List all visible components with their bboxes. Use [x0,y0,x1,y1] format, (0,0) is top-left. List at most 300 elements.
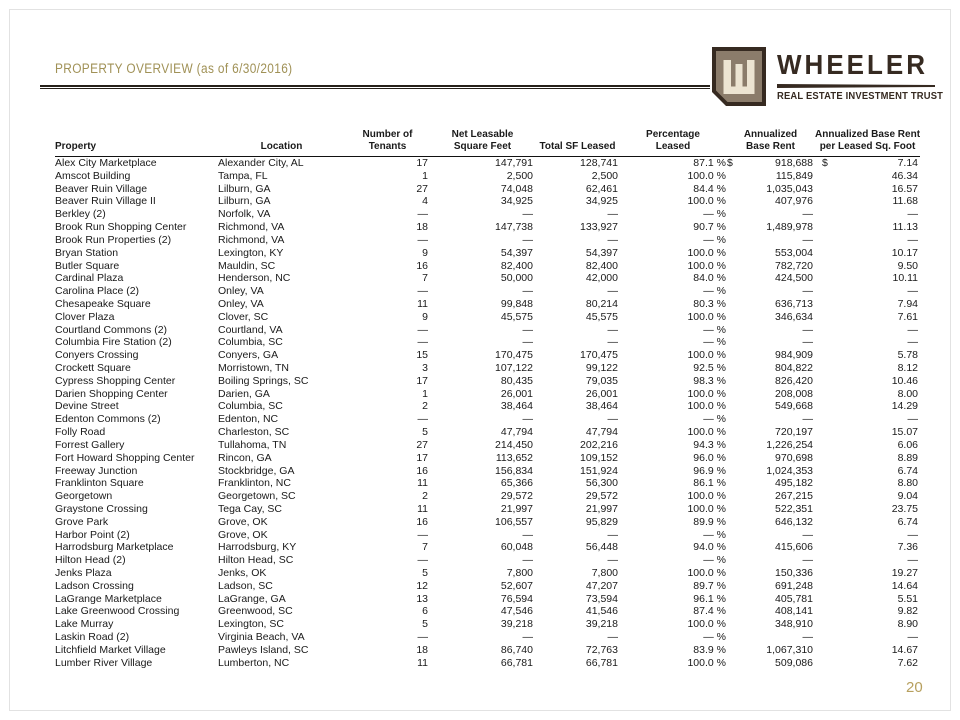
cell-percentage: — % [703,323,726,336]
cell-rent-per-sf [815,644,920,657]
cell-property: Georgetown [55,490,113,503]
cell-net-leasable: 80,435 [500,374,533,387]
cell-location: Conyers, GA [218,349,279,362]
cell-value: 8.90 [897,618,918,631]
cell-tenants: 2 [422,400,428,413]
cell-net-leasable: — [522,233,533,246]
cell-location: Morristown, TN [218,362,289,374]
cell-value: 267,215 [775,490,813,503]
cell-value: — [907,413,918,426]
cell-total-sf: — [607,285,618,298]
cell-value: 9.82 [897,605,918,618]
cell-location: Hilton Head, SC [218,554,294,567]
table-row [55,170,920,183]
cell-value: — [802,323,813,336]
cell-total-sf: 72,763 [585,643,618,656]
cell-rent-per-sf [815,618,920,631]
cell-location: Mauldin, SC [218,259,276,272]
cell-value: 7.94 [897,297,918,310]
cell-rent-per-sf [815,657,920,670]
cell-base-rent [726,657,815,670]
cell-property: Conyers Crossing [55,349,139,362]
cell-property: Columbia Fire Station (2) [55,336,172,349]
cell-net-leasable: — [522,413,533,426]
cell-percentage: 100.0 % [687,426,726,439]
cell-rent-per-sf [815,375,920,388]
cell-total-sf: 128,741 [580,157,618,169]
cell-tenants: 27 [416,182,428,195]
col-header-percentage: Percentage Leased [620,129,726,157]
cell-percentage: 89.7 % [693,579,726,592]
cell-location: Columbia, SC [218,336,283,349]
cell-rent-per-sf [815,234,920,247]
cell-net-leasable: 170,475 [495,349,533,362]
cell-total-sf: 56,300 [585,477,618,490]
cell-property: Lake Greenwood Crossing [55,605,180,618]
cell-property: Franklinton Square [55,477,144,490]
cell-percentage: 100.0 % [687,259,726,272]
cell-total-sf: — [607,336,618,349]
cell-tenants: 13 [416,592,428,605]
cell-value: 5.51 [897,592,918,605]
cell-base-rent [726,413,815,426]
cell-value: 918,688 [775,157,813,169]
table-row [55,503,920,516]
cell-net-leasable: 52,607 [500,579,533,592]
cell-tenants: 15 [416,349,428,362]
cell-value: 407,976 [775,195,813,208]
cell-location: Jenks, OK [218,567,267,579]
cell-property: Hilton Head (2) [55,554,126,567]
cell-base-rent [726,452,815,465]
cell-total-sf: 79,035 [585,374,618,387]
cell-base-rent [726,260,815,273]
cell-percentage: 87.4 % [693,605,726,618]
cell-rent-per-sf [815,400,920,413]
cell-property: Cardinal Plaza [55,272,124,285]
cell-rent-per-sf [815,516,920,529]
cell-rent-per-sf [815,298,920,311]
cell-value: 19.27 [891,567,918,579]
cell-tenants: — [417,554,428,567]
cell-net-leasable: 7,800 [506,567,533,579]
cell-total-sf: 29,572 [585,490,618,503]
cell-base-rent [726,400,815,413]
table-row [55,349,920,362]
cell-total-sf: 38,464 [585,400,618,413]
cell-total-sf: 99,122 [585,362,618,374]
cell-base-rent [726,234,815,247]
cell-percentage: 100.0 % [687,310,726,323]
cell-value: 1,226,254 [766,438,813,451]
cell-percentage: 94.3 % [693,438,726,451]
cell-property: Cypress Shopping Center [55,374,176,387]
cell-base-rent [726,272,815,285]
cell-location: Greenwood, SC [218,605,293,618]
cell-total-sf: — [607,528,618,541]
cell-total-sf: 7,800 [591,567,618,579]
cell-property: Graystone Crossing [55,502,148,515]
cell-net-leasable: — [522,554,533,567]
currency-symbol: $ [727,157,733,169]
cell-rent-per-sf [815,311,920,324]
cell-rent-per-sf [815,426,920,439]
cell-percentage: 83.9 % [693,643,726,656]
cell-rent-per-sf [815,388,920,401]
cell-property: Amscot Building [55,169,131,182]
wheeler-logo [710,44,944,106]
cell-percentage: 89.9 % [693,515,726,528]
cell-rent-per-sf [815,465,920,478]
cell-property: Crockett Square [55,362,131,374]
cell-base-rent [726,324,815,337]
cell-tenants: — [417,631,428,644]
cell-rent-per-sf [815,170,920,183]
cell-value: 150,336 [775,567,813,579]
cell-property: Brook Run Shopping Center [55,221,187,234]
cell-net-leasable: 99,848 [500,297,533,310]
cell-net-leasable: 29,572 [500,490,533,503]
cell-net-leasable: 39,218 [500,618,533,631]
cell-base-rent [726,593,815,606]
table-row [55,400,920,413]
cell-base-rent [726,541,815,554]
table-row [55,362,920,375]
cell-percentage: — % [703,336,726,349]
cell-value: 346,634 [775,310,813,323]
cell-value: — [907,208,918,221]
cell-percentage: 80.3 % [693,297,726,310]
cell-base-rent [726,349,815,362]
cell-net-leasable: 34,925 [500,195,533,208]
cell-percentage: 92.5 % [693,362,726,374]
cell-location: Virginia Beach, VA [218,631,305,644]
page-number: 20 [906,679,923,696]
cell-percentage: 90.7 % [693,221,726,234]
cell-value: 826,420 [775,374,813,387]
cell-rent-per-sf [815,452,920,465]
cell-rent-per-sf [815,439,920,452]
col-header-base-rent: Annualized Base Rent [726,129,815,157]
cell-location: Norfolk, VA [218,208,271,221]
cell-rent-per-sf [815,529,920,542]
cell-value: 405,781 [775,592,813,605]
table-row [55,529,920,542]
cell-tenants: 4 [422,195,428,208]
cell-tenants: 11 [417,502,428,515]
cell-total-sf: — [607,631,618,644]
cell-net-leasable: 2,500 [506,169,533,182]
cell-value: — [907,233,918,246]
cell-net-leasable: — [522,336,533,349]
cell-tenants: 5 [422,618,428,631]
cell-total-sf: 73,594 [585,592,618,605]
cell-property: Folly Road [55,426,106,439]
cell-base-rent [726,221,815,234]
cell-value: 6.74 [897,515,918,528]
cell-total-sf: 34,925 [585,195,618,208]
cell-location: Charleston, SC [218,426,290,439]
cell-total-sf: 39,218 [585,618,618,631]
cell-value: 549,668 [775,400,813,413]
cell-tenants: 17 [416,374,428,387]
cell-location: Boiling Springs, SC [218,374,309,387]
table-row [55,580,920,593]
cell-rent-per-sf [815,490,920,503]
cell-net-leasable: 66,781 [500,656,533,669]
cell-percentage: — % [703,208,726,221]
cell-net-leasable: 60,048 [500,541,533,554]
cell-location: Grove, OK [218,528,268,541]
cell-property: Bryan Station [55,246,119,259]
cell-percentage: — % [703,528,726,541]
cell-value: 691,248 [775,579,813,592]
table-row [55,195,920,208]
cell-value: 15.07 [891,426,918,439]
col-header-location: Location [218,129,345,157]
cell-total-sf: 133,927 [580,221,618,234]
cell-base-rent [726,298,815,311]
cell-total-sf: 109,152 [580,451,618,464]
cell-value: 14.64 [891,579,918,592]
cell-value: 8.12 [897,362,918,374]
cell-value: 1,024,353 [766,464,813,477]
cell-percentage: — % [703,233,726,246]
cell-property: Carolina Place (2) [55,285,140,298]
cell-tenants: 2 [422,490,428,503]
cell-total-sf: 45,575 [585,310,618,323]
cell-value: 424,500 [775,272,813,285]
logo-wordmark: WHEELER [777,48,928,81]
cell-total-sf: — [607,554,618,567]
cell-tenants: 18 [416,643,428,656]
cell-rent-per-sf [815,349,920,362]
cell-property: Litchfield Market Village [55,643,166,656]
cell-rent-per-sf [815,541,920,554]
cell-value: — [907,285,918,298]
cell-value: 553,004 [775,246,813,259]
cell-value: 8.89 [897,451,918,464]
cell-percentage: 100.0 % [687,400,726,413]
cell-base-rent [726,439,815,452]
cell-net-leasable: 106,557 [495,515,533,528]
cell-value: 9.04 [897,490,918,503]
cell-tenants: — [417,336,428,349]
cell-value: 10.11 [892,272,918,285]
cell-total-sf: 54,397 [585,246,618,259]
cell-location: Courtland, VA [218,323,283,336]
title-rule [40,85,710,89]
cell-percentage: — % [703,285,726,298]
table-row [55,413,920,426]
cell-property: Ladson Crossing [55,579,134,592]
cell-total-sf: 202,216 [580,438,618,451]
cell-rent-per-sf [815,183,920,196]
cell-location: Richmond, VA [218,221,285,234]
cell-rent-per-sf [815,272,920,285]
cell-percentage: 100.0 % [687,195,726,208]
cell-tenants: 11 [417,297,428,310]
cell-tenants: 5 [422,426,428,439]
cell-total-sf: 80,214 [585,297,618,310]
cell-value: 782,720 [775,259,813,272]
cell-base-rent [726,580,815,593]
cell-property: Lake Murray [55,618,114,631]
cell-property: Harrodsburg Marketplace [55,541,174,554]
cell-value: 11.13 [892,221,918,234]
cell-tenants: 9 [422,310,428,323]
cell-value: 7.14 [897,157,918,169]
col-header-tenants: Number of Tenants [345,129,430,157]
table-row [55,324,920,337]
cell-rent-per-sf [815,413,920,426]
property-table [55,129,920,670]
cell-location: Onley, VA [218,297,264,310]
cell-value: 970,698 [775,451,813,464]
cell-net-leasable: 47,546 [500,605,533,618]
table-row [55,336,920,349]
table-row [55,605,920,618]
cell-tenants: 7 [422,541,428,554]
cell-tenants: — [417,208,428,221]
table-row [55,234,920,247]
cell-rent-per-sf [815,477,920,490]
cell-net-leasable: 147,791 [495,157,533,169]
cell-total-sf: — [607,208,618,221]
cell-base-rent [726,465,815,478]
cell-value: 636,713 [775,297,813,310]
cell-percentage: 96.0 % [693,451,726,464]
cell-base-rent [726,529,815,542]
cell-rent-per-sf [815,503,920,516]
table-row [55,157,920,170]
cell-tenants: — [417,413,428,426]
cell-net-leasable: 86,740 [500,643,533,656]
cell-percentage: 94.0 % [693,541,726,554]
cell-rent-per-sf [815,285,920,298]
cell-net-leasable: 54,397 [500,246,533,259]
cell-percentage: — % [703,413,726,426]
cell-rent-per-sf [815,208,920,221]
cell-value: — [802,631,813,644]
cell-total-sf: 170,475 [580,349,618,362]
cell-percentage: 100.0 % [687,387,726,400]
cell-property: Edenton Commons (2) [55,413,161,426]
cell-value: — [907,528,918,541]
cell-rent-per-sf [815,580,920,593]
cell-rent-per-sf [815,554,920,567]
cell-value: 1,489,978 [766,221,813,234]
col-header-property: Property [55,129,218,157]
cell-tenants: 12 [416,579,428,592]
cell-base-rent [726,644,815,657]
cell-location: Lexington, SC [218,618,284,631]
cell-value: — [907,554,918,567]
cell-property: Harbor Point (2) [55,528,130,541]
cell-value: 495,182 [775,477,813,490]
table-row [55,567,920,580]
cell-percentage: 100.0 % [687,349,726,362]
cell-location: Lexington, KY [218,246,284,259]
table-row [55,593,920,606]
cell-rent-per-sf [815,631,920,644]
cell-value: 1,035,043 [766,182,813,195]
cell-tenants: 5 [422,567,428,579]
cell-property: Freeway Junction [55,464,138,477]
cell-base-rent [726,362,815,375]
cell-value: — [907,323,918,336]
cell-value: 10.46 [891,374,918,387]
cell-base-rent [726,285,815,298]
cell-location: Ladson, SC [218,579,273,592]
table-row [55,644,920,657]
cell-percentage: 98.3 % [693,374,726,387]
cell-value: 408,141 [775,605,813,618]
cell-tenants: 9 [422,246,428,259]
cell-value: 14.67 [891,643,918,656]
cell-property: Grove Park [55,515,109,528]
cell-base-rent [726,311,815,324]
cell-rent-per-sf [815,260,920,273]
cell-base-rent [726,170,815,183]
cell-tenants: — [417,285,428,298]
cell-value: 46.34 [891,169,918,182]
cell-percentage: — % [703,554,726,567]
col-header-total-sf: Total SF Leased [535,129,620,157]
cell-property: Beaver Ruin Village II [55,195,156,208]
cell-location: Alexander City, AL [218,157,304,169]
cell-total-sf: — [607,233,618,246]
cell-tenants: 27 [416,438,428,451]
cell-net-leasable: — [522,323,533,336]
cell-net-leasable: 45,575 [500,310,533,323]
cell-rent-per-sf [815,157,920,170]
w-monogram-icon [712,47,766,106]
cell-percentage: 100.0 % [687,502,726,515]
cell-value: 16.57 [891,182,918,195]
cell-net-leasable: 65,366 [500,477,533,490]
cell-value: — [907,631,918,644]
cell-value: — [802,336,813,349]
table-row [55,541,920,554]
cell-net-leasable: 47,794 [500,426,533,439]
table-row [55,516,920,529]
cell-value: 9.50 [897,259,918,272]
cell-total-sf: 47,207 [585,579,618,592]
cell-base-rent [726,490,815,503]
cell-location: Darien, GA [218,387,270,400]
cell-total-sf: 41,546 [585,605,618,618]
cell-tenants: 17 [416,451,428,464]
cell-value: 1,067,310 [766,643,813,656]
cell-value: 7.36 [897,541,918,554]
cell-total-sf: 82,400 [585,259,618,272]
cell-total-sf: 42,000 [585,272,618,285]
cell-property: Jenks Plaza [55,567,112,579]
cell-percentage: 100.0 % [687,490,726,503]
cell-net-leasable: 156,834 [495,464,533,477]
cell-location: Edenton, NC [218,413,279,426]
cell-tenants: 17 [416,157,428,169]
cell-property: Chesapeake Square [55,297,151,310]
cell-net-leasable: 74,048 [500,182,533,195]
cell-property: Laskin Road (2) [55,631,130,644]
cell-percentage: 100.0 % [687,656,726,669]
table-row [55,285,920,298]
cell-value: 6.06 [897,438,918,451]
cell-rent-per-sf [815,247,920,260]
table-row [55,426,920,439]
